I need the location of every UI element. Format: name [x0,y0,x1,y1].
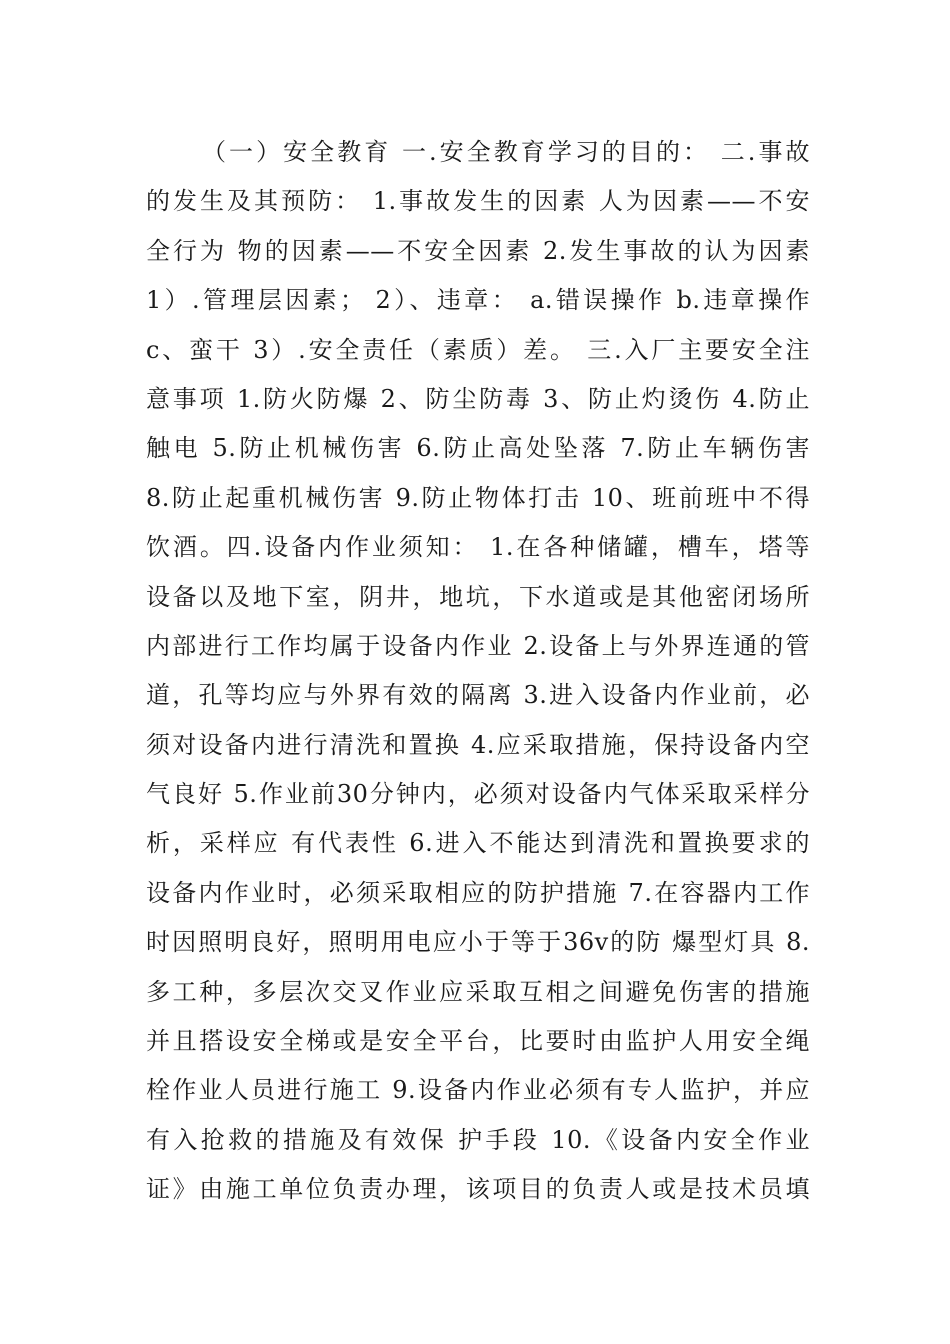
text-line: 时因照明良好，照明用电应小于等于36v的防 爆型灯具 8. [146,928,810,957]
text-line: 析，采样应 有代表性 6.进入不能达到清洗和置换要求的 [146,829,810,858]
text-line: 内部进行工作均属于设备内作业 2.设备上与外界连通的管 [146,631,810,660]
text-line: 的发生及其预防： 1.事故发生的因素 人为因素——不安 [146,187,810,216]
text-line: 全行为 物的因素——不安全因素 2.发生事故的认为因素 [146,236,810,265]
text-line: 并且搭设安全梯或是安全平台，比要时由监护人用安全绳 [146,1027,810,1056]
text-line: （一）安全教育 一.安全教育学习的目的： 二.事故 [202,138,810,166]
text-line: 触电 5.防止机械伤害 6.防止高处坠落 7.防止车辆伤害 [146,434,810,463]
text-line: 8.防止起重机械伤害 9.防止物体打击 10、班前班中不得 [146,483,810,512]
text-line: 意事项 1.防火防爆 2、防尘防毒 3、防止灼烫伤 4.防止 [146,384,810,413]
text-line: 设备内作业时，必须采取相应的防护措施 7.在容器内工作 [146,878,810,907]
body-text [146,128,810,1215]
text-line: c、蛮干 3）.安全责任（素质）差。 三.入厂主要安全注 [146,335,810,364]
text-line: 有入抢救的措施及有效保 护手段 10.《设备内安全作业 [146,1125,810,1154]
text-line: 1）.管理层因素； 2）、违章： a.错误操作 b.违章操作 [146,286,810,315]
text-line: 须对设备内进行清洗和置换 4.应采取措施，保持设备内空 [146,730,810,759]
text-line: 多工种，多层次交叉作业应采取互相之间避免伤害的措施 [146,977,810,1006]
text-line: 证》由施工单位负责办理，该项目的负责人或是技术员填 [146,1175,810,1204]
text-line: 栓作业人员进行施工 9.设备内作业必须有专人监护，并应 [146,1076,810,1105]
text-line: 设备以及地下室，阴井，地坑，下水道或是其他密闭场所 [146,582,810,611]
text-line: 气良好 5.作业前30分钟内，必须对设备内气体采取采样分 [146,780,810,809]
text-line: 道，孔等均应与外界有效的隔离 3.进入设备内作业前，必 [146,681,810,710]
text-line: 饮酒。四.设备内作业须知： 1.在各种储罐，槽车，塔等 [146,533,810,562]
